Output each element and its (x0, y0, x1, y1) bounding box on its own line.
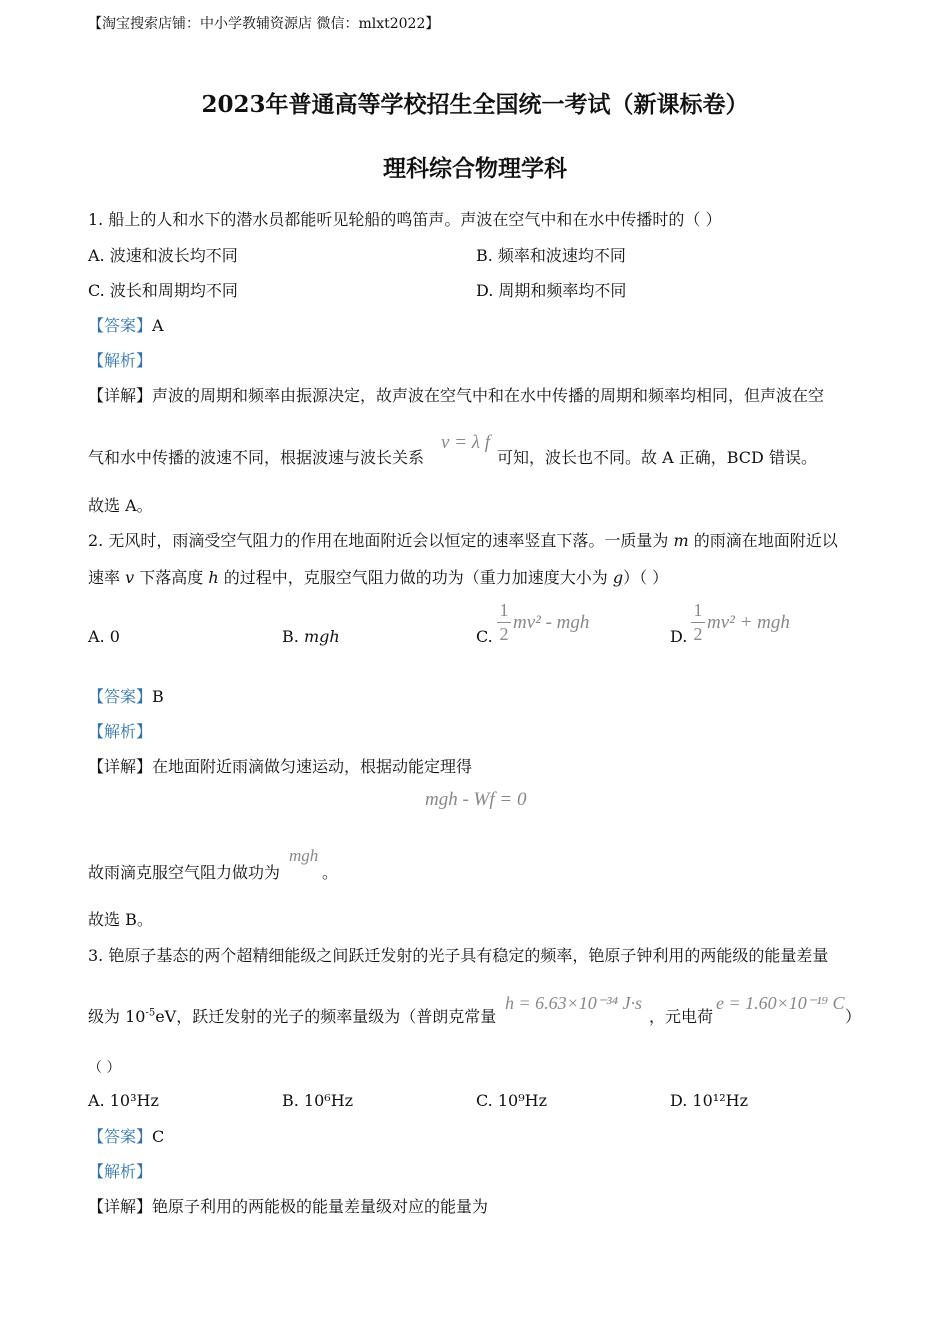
page-title: 2023年普通高等学校招生全国统一考试（新课标卷） (201, 91, 749, 118)
q1-detail-line2b: 可知，波长也不同。故 A 正确，BCD 错误。 (497, 448, 817, 467)
q1-option-b: B. 频率和波速均不同 (476, 246, 626, 265)
option-value: mgh (303, 627, 340, 646)
q2-detail-line1 (88, 757, 472, 777)
q2-option-a: A. 0 (88, 627, 120, 646)
q3-elementary-charge: e = 1.60×10⁻¹⁹ C (716, 993, 845, 1013)
q1-option-a: A. 波速和波长均不同 (88, 246, 238, 265)
q2-detail-line2b: 。 (322, 863, 339, 882)
answer-value: A (152, 316, 164, 335)
q2-option-c-expr: mv² - mgh (513, 612, 590, 633)
var-v: v (125, 568, 135, 587)
stem-text: eV，跃迁发射的光子的频率量级为（普朗克常量 (155, 1007, 497, 1026)
stem-text: 2. 无风时，雨滴受空气阻力的作用在地面附近会以恒定的速率竖直下落。一质量为 (88, 531, 674, 550)
q2-equation: mgh - Wf = 0 (425, 789, 527, 810)
detail-tag: 【详解】 (88, 1197, 153, 1216)
q1-detail-line1 (88, 386, 824, 406)
q3-stem-line2a (88, 1007, 496, 1027)
q2-option-d-fraction (691, 600, 705, 645)
q2-option-d-label: D. (670, 627, 688, 646)
stem-text: 下落高度 (134, 568, 209, 587)
q2-detail-formula: mgh (289, 846, 319, 865)
q2-detail-line2a: 故雨滴克服空气阻力做功为 (88, 863, 281, 882)
stem-text: 的过程中，克服空气阻力做的功为（重力加速度大小为 (218, 568, 613, 587)
detail-tag: 【详解】 (88, 386, 153, 405)
detail-text: 在地面附近雨滴做匀速运动，根据动能定理得 (152, 757, 473, 776)
stem-text: ）（ ） (623, 568, 669, 587)
var-h: h (208, 568, 219, 587)
stem-text: 速率 (88, 568, 126, 587)
q3-stem-line2d: ） (845, 1007, 862, 1026)
stem-text: 的雨滴在地面附近以 (688, 531, 838, 550)
page-subtitle: 理科综合物理学科 (383, 155, 567, 182)
q2-stem-line1 (88, 531, 838, 551)
q2-option-c-label: C. (476, 627, 493, 646)
q1-answer (88, 316, 164, 336)
q1-option-d: D. 周期和频率均不同 (476, 281, 627, 300)
q3-option-d: D. 10¹²Hz (670, 1091, 748, 1110)
q1-conclusion: 故选 A。 (88, 496, 153, 515)
header-text: 【淘宝搜索店铺：中小学教辅资源店 微信：mlxt2022】 (88, 16, 440, 32)
q3-stem-line1: 3. 铯原子基态的两个超精细能级之间跃迁发射的光子具有稳定的频率，铯原子钟利用的两能级的能量差量 (88, 946, 829, 965)
q2-stem-line2 (88, 568, 668, 588)
q3-option-b: B. 10⁶Hz (282, 1091, 354, 1110)
fraction-denominator: 2 (499, 624, 509, 644)
option-label: B. (282, 627, 304, 646)
q2-option-c-fraction (497, 600, 511, 645)
q2-conclusion: 故选 B。 (88, 910, 153, 929)
q2-analysis-tag: 【解析】 (88, 722, 153, 741)
q2-option-b (282, 627, 340, 647)
q3-stem-line2c: ，元电荷 (649, 1007, 714, 1026)
q1-formula: v = λ f (441, 432, 491, 453)
q1-detail-line2a: 气和水中传播的波速不同，根据波速与波长关系 (88, 448, 425, 467)
detail-text: 声波的周期和频率由振源决定，故声波在空气中和在水中传播的周期和频率均相同，但声波在空 (152, 386, 825, 405)
q3-planck-constant: h = 6.63×10⁻³⁴ J·s (505, 993, 642, 1013)
q1-stem: 1. 船上的人和水下的潜水员都能听见轮船的鸣笛声。声波在空气中和在水中传播时的（ ） (88, 210, 722, 229)
q3-stem-line3: （ ） (88, 1060, 121, 1076)
fraction-numerator: 1 (499, 600, 509, 620)
q3-option-c: C. 10⁹Hz (476, 1091, 547, 1110)
answer-tag: 【答案】 (88, 687, 153, 706)
fraction-denominator: 2 (693, 624, 703, 644)
q3-answer (88, 1127, 164, 1147)
var-m: m (673, 531, 689, 550)
answer-tag: 【答案】 (88, 316, 153, 335)
q1-option-c: C. 波长和周期均不同 (88, 281, 238, 300)
var-g: g (612, 568, 624, 587)
exponent: -5 (145, 1007, 156, 1019)
fraction-numerator: 1 (693, 600, 703, 620)
q3-detail-line1 (88, 1197, 488, 1217)
q1-analysis-tag: 【解析】 (88, 351, 153, 370)
stem-text: 级为 10 (88, 1007, 146, 1026)
q3-option-a: A. 10³Hz (88, 1091, 159, 1110)
q3-analysis-tag: 【解析】 (88, 1162, 153, 1181)
q2-answer (88, 687, 164, 707)
answer-tag: 【答案】 (88, 1127, 153, 1146)
answer-value: C (152, 1127, 165, 1146)
detail-tag: 【详解】 (88, 757, 153, 776)
detail-text: 铯原子利用的两能极的能量差量级对应的能量为 (152, 1197, 489, 1216)
q2-option-d-expr: mv² + mgh (707, 612, 790, 633)
answer-value: B (152, 687, 164, 706)
